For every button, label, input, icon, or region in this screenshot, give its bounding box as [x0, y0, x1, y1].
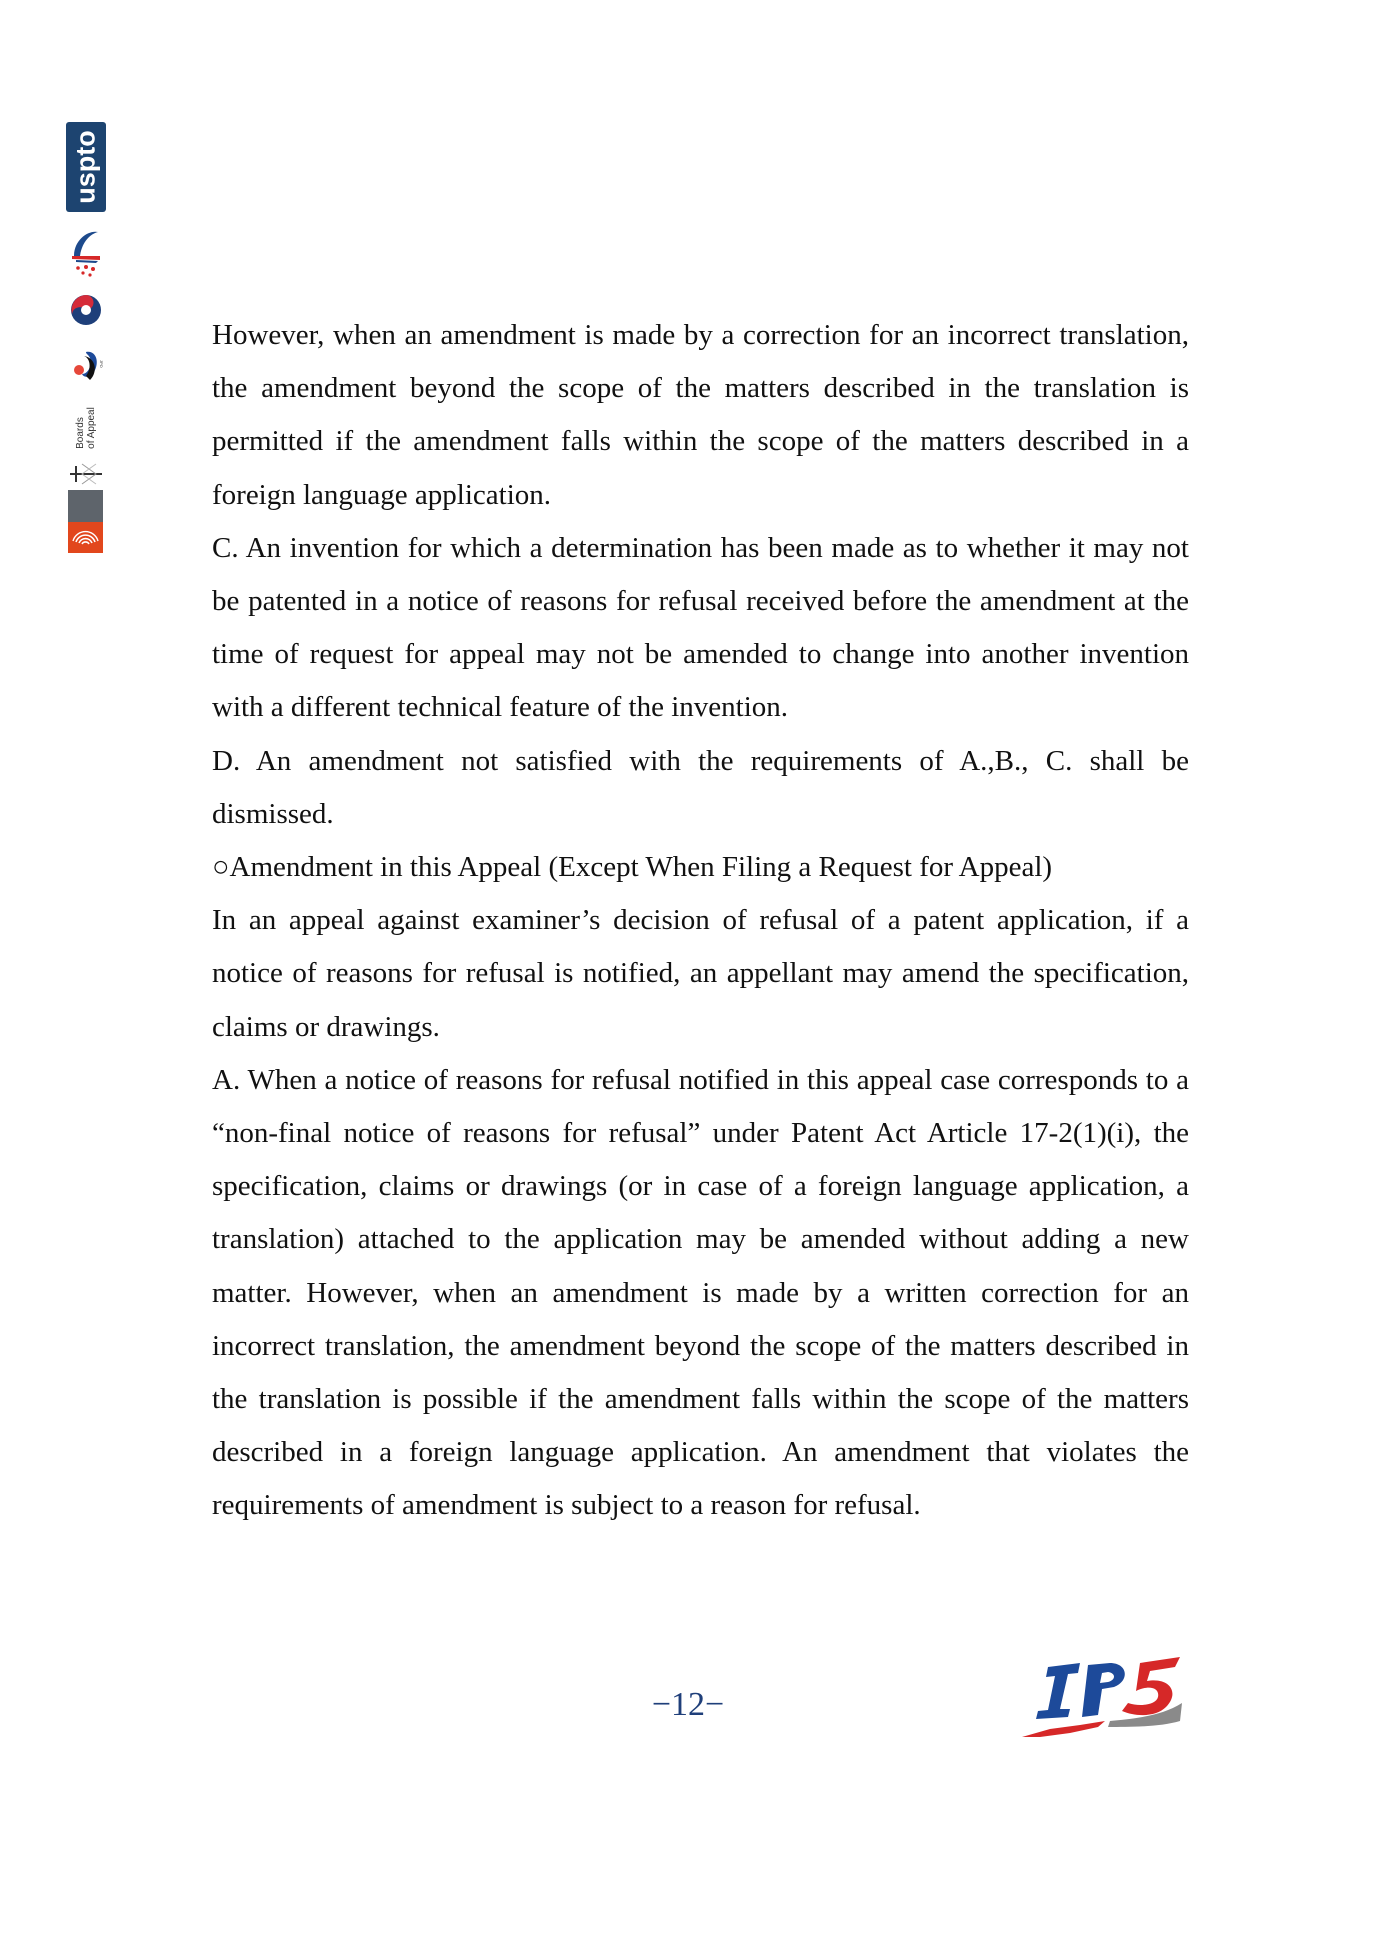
cnipa-emblem-icon: [66, 226, 106, 278]
scales-of-justice-icon: [66, 458, 106, 490]
paragraph-translation-correction: However, when an amendment is made by a correction for an incorrect translation, the amendment beyond the scope of the matters described in the translation is permitted if the amendment falls within the scope of the matters described in a foreign language application.: [212, 319, 1189, 511]
boards-of-appeal-text: Boards of Appeal: [75, 407, 97, 449]
kipo-taegeuk-icon: [66, 288, 106, 332]
paragraph-item-c: C. An invention for which a determination has been made as to whether it may not be patented in a notice of reasons for refusal received before the amendment at the time of request for appeal may not be amended to change into another invention with a different technical feature of the invention.: [212, 531, 1189, 724]
paragraph-item-d: D. An amendment not satisfied with the requirements of A.,B., C. shall be dismissed.: [212, 744, 1189, 830]
paragraph-appeal-intro: In an appeal against examiner’s decision of refusal of a patent application, if a notice of reasons for refusal is notified, an appellant may amend the specification, claims or drawings.: [212, 904, 1189, 1043]
euipo-logo-text-block: [68, 490, 103, 522]
ip5-logo: [1010, 1645, 1185, 1745]
kipo-logo: [66, 288, 106, 332]
euipo-logo-fingerprint: [68, 522, 103, 553]
ip5-offices-logo-strip: [66, 118, 106, 558]
page-number: −12−: [651, 1686, 725, 1723]
uspto-logo-text: uspto: [70, 130, 101, 204]
section-heading-amendment-in-appeal: ○Amendment in this Appeal (Except When Filing a Request for Appeal): [212, 851, 1053, 884]
fingerprint-icon: [68, 522, 103, 553]
jpo-logo: [66, 346, 106, 384]
cnipa-logo: [66, 226, 106, 278]
jpo-emblem-icon: [66, 346, 106, 384]
svg-text:JPO: JPO: [99, 360, 104, 368]
document-body: [212, 309, 1189, 1533]
euipo-logo: [66, 490, 106, 553]
uspto-logo: [66, 122, 106, 212]
paragraph-item-a: A. When a notice of reasons for refusal notified in this appeal case corresponds to a “non-final notice of reasons for refusal” under Patent Act Article 17-2(1)(i), the specification, claims or drawings (or in case of a foreign language application, a translation) attached to the application may be amended without adding a new matter. However, when an amendment is made by a written correction for an incorrect translation, the amendment beyond the scope of the matters described in the translation is possible if the amendment falls within the scope of the matters described in a foreign language application. An amendment that violates the requirements of amendment is subject to a reason for refusal.: [212, 1063, 1189, 1522]
boards-of-appeal-logo: [66, 400, 106, 490]
